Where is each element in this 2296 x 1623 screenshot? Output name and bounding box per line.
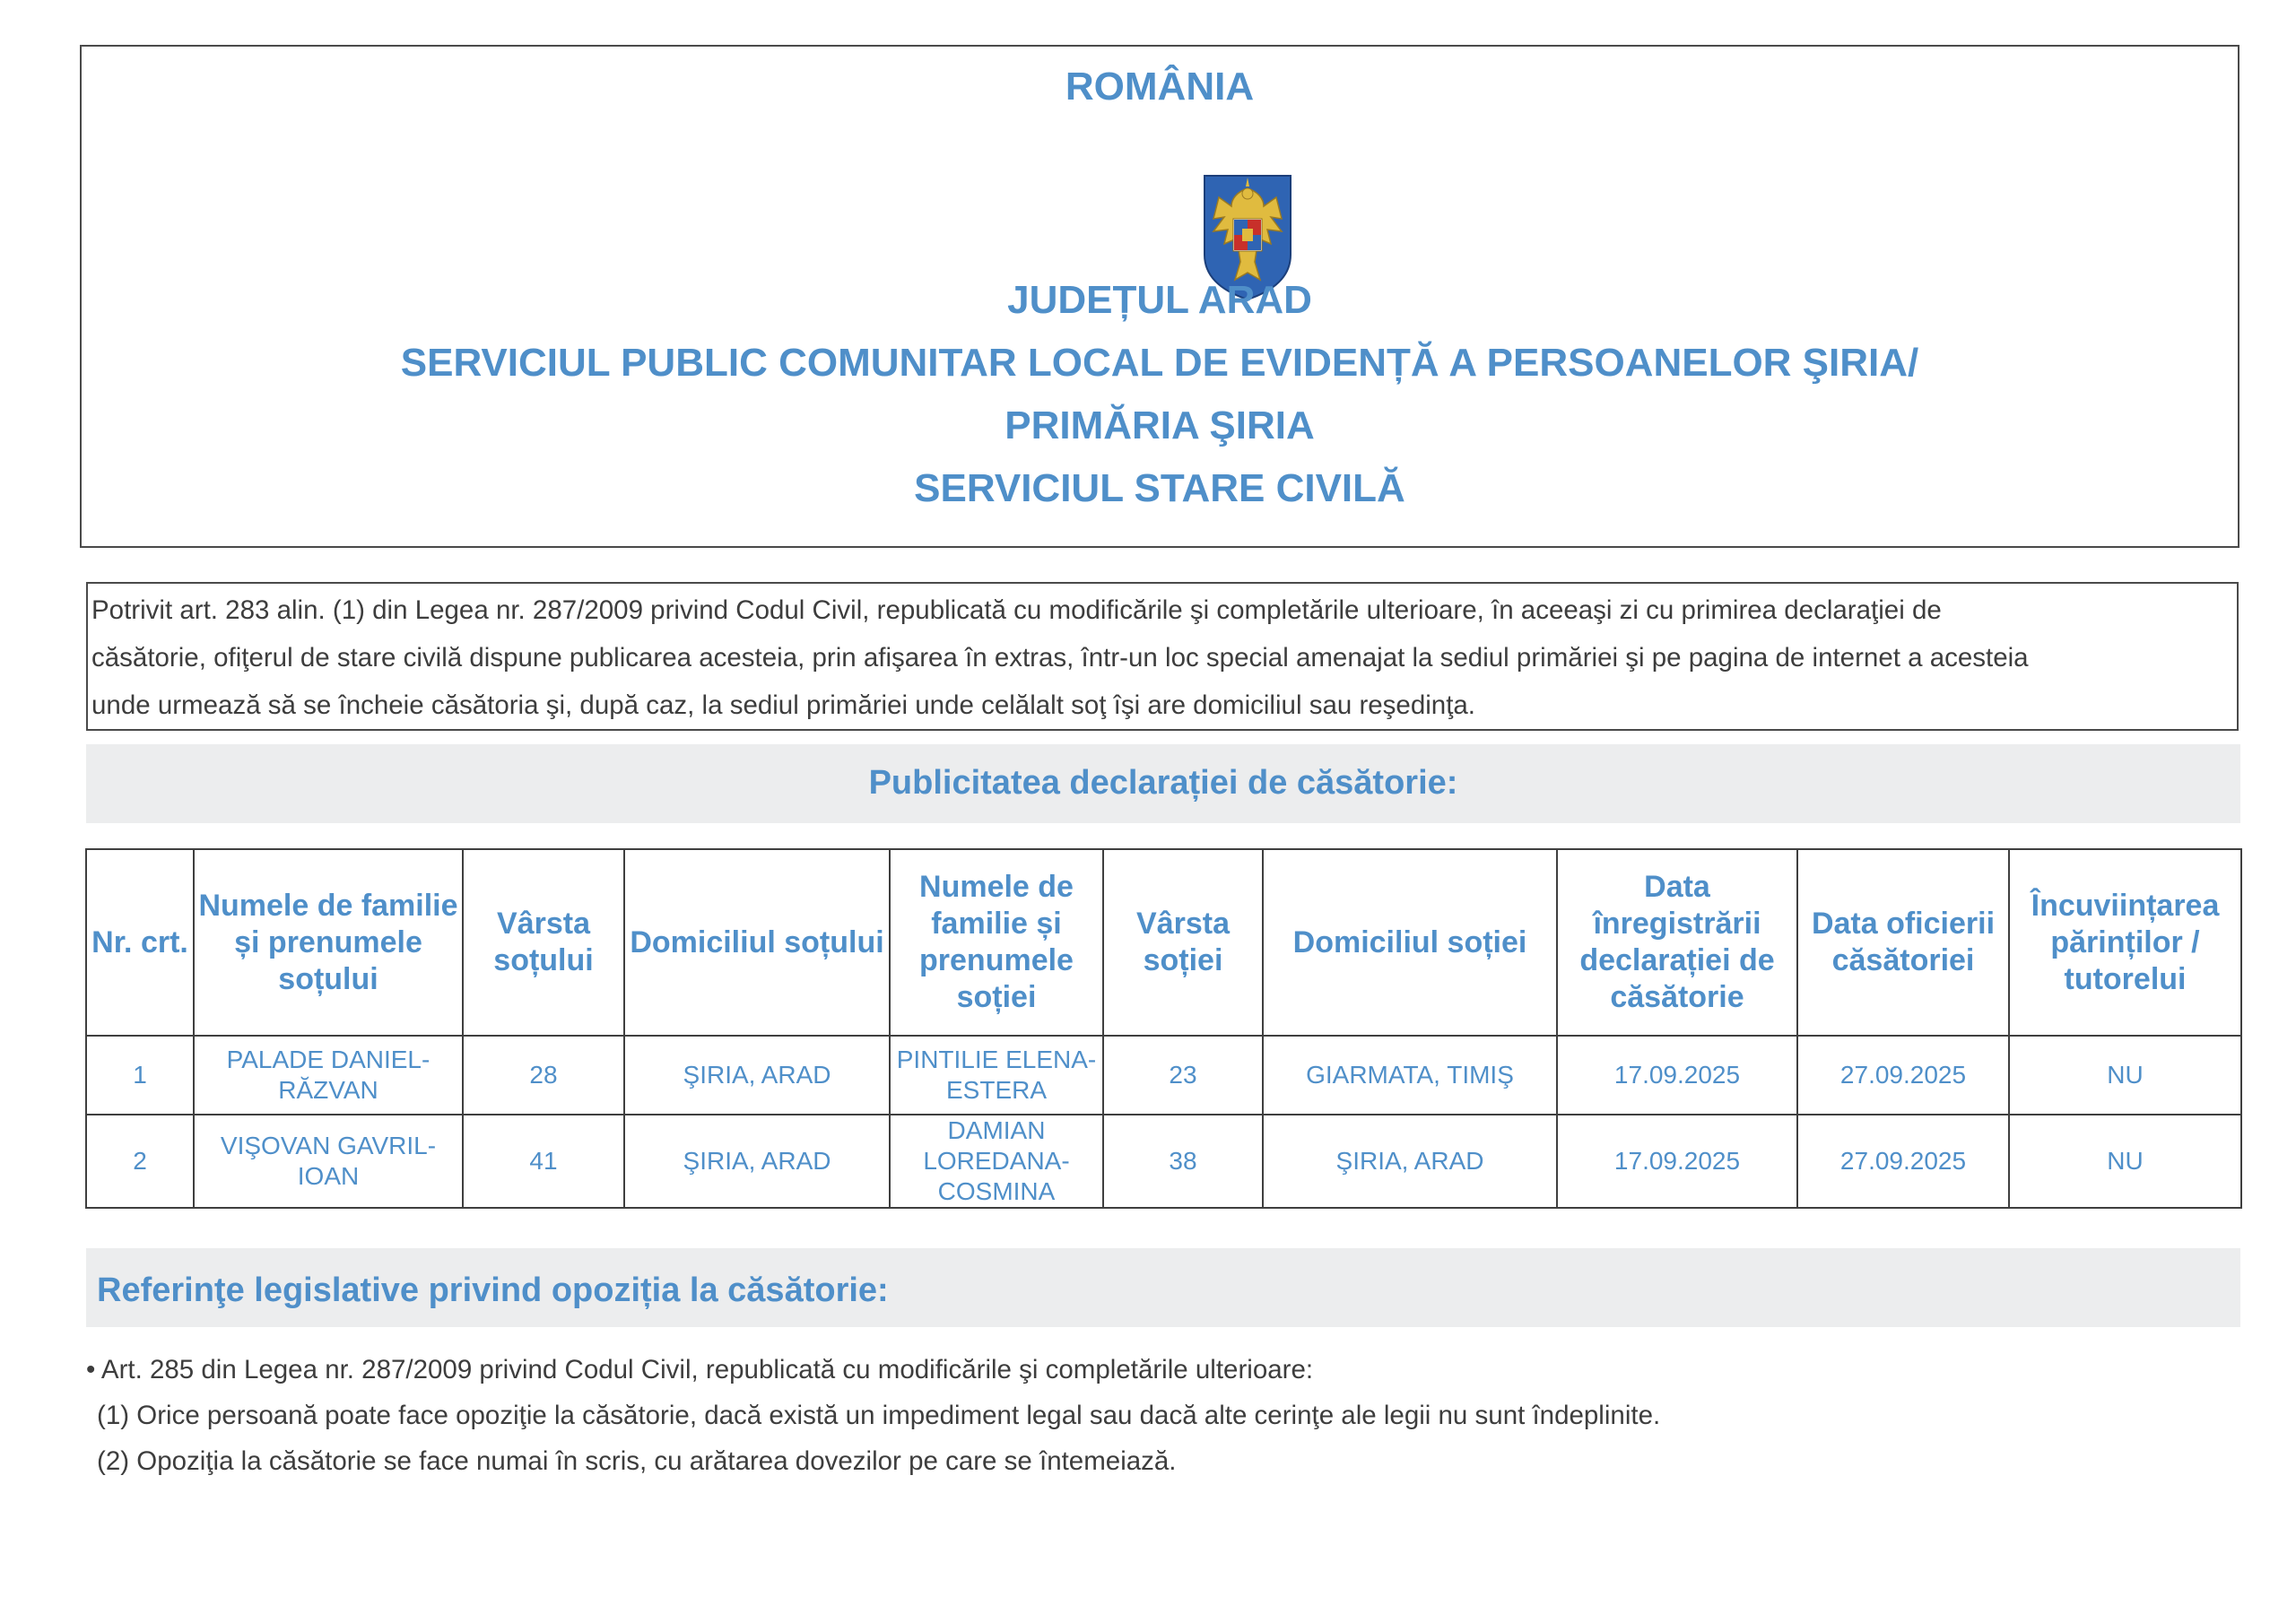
header-nr-crt: Nr. crt.	[86, 849, 194, 1036]
references-section-title: Referinţe legislative privind opoziția la căsătorie:	[86, 1248, 2240, 1327]
header-wife-age: Vârsta soției	[1103, 849, 1263, 1036]
header-wife-name: Numele de familie și prenumele soției	[890, 849, 1103, 1036]
cell-wife-name: PINTILIE ELENA-ESTERA	[890, 1036, 1103, 1115]
header-husband-age: Vârsta soțului	[463, 849, 624, 1036]
cell-registration-date: 17.09.2025	[1557, 1036, 1797, 1115]
reference-bullet: • Art. 285 din Legea nr. 287/2009 privind Codul Civil, republicată cu modificările şi completările ulterioare:	[86, 1355, 1314, 1384]
cell-wife-domicile: ŞIRIA, ARAD	[1263, 1115, 1557, 1208]
cell-husband-name: PALADE DANIEL-RĂZVAN	[194, 1036, 463, 1115]
header-box	[80, 45, 2239, 548]
legal-references	[86, 1347, 1660, 1484]
reference-item: (2) Opoziţia la căsătorie se face numai în scris, cu arătarea dovezilor pe care se întemeiază.	[97, 1446, 1177, 1476]
cell-husband-age: 41	[463, 1115, 624, 1208]
cell-husband-domicile: ŞIRIA, ARAD	[624, 1036, 890, 1115]
cell-nr: 2	[86, 1115, 194, 1208]
header-registration-date: Data înregistrării declarației de căsătorie	[1557, 849, 1797, 1036]
cell-nr: 1	[86, 1036, 194, 1115]
cell-wife-age: 23	[1103, 1036, 1263, 1115]
table-row	[86, 1115, 2241, 1208]
cell-wife-name: DAMIAN LOREDANA-COSMINA	[890, 1115, 1103, 1208]
cell-wife-domicile: GIARMATA, TIMIŞ	[1263, 1036, 1557, 1115]
cell-ceremony-date: 27.09.2025	[1797, 1115, 2009, 1208]
country-title: ROMÂNIA	[1065, 65, 1255, 108]
department-title: SERVICIUL STARE CIVILĂ	[914, 466, 1405, 510]
marriage-declarations-table	[85, 848, 2242, 1209]
cell-husband-name: VIŞOVAN GAVRIL-IOAN	[194, 1115, 463, 1208]
county-title: JUDEȚUL ARAD	[1007, 278, 1312, 322]
publicity-section-title: Publicitatea declarației de căsătorie:	[86, 744, 2240, 823]
cell-wife-age: 38	[1103, 1115, 1263, 1208]
header-husband-name: Numele de familie și prenumele soțului	[194, 849, 463, 1036]
cell-husband-age: 28	[463, 1036, 624, 1115]
header-wife-domicile: Domiciliul soției	[1263, 849, 1557, 1036]
cell-parental-consent: NU	[2009, 1115, 2241, 1208]
cell-parental-consent: NU	[2009, 1036, 2241, 1115]
cell-husband-domicile: ŞIRIA, ARAD	[624, 1115, 890, 1208]
service-title: SERVICIUL PUBLIC COMUNITAR LOCAL DE EVIDENȚĂ A PERSOANELOR ŞIRIA/	[400, 341, 1919, 385]
table-header-row	[86, 849, 2241, 1036]
table-row	[86, 1036, 2241, 1115]
reference-item: (1) Orice persoană poate face opoziţie la căsătorie, dacă există un impediment legal sau dacă alte cerinţe ale legii nu sunt îndeplinite.	[97, 1401, 1661, 1430]
city-hall-title: PRIMĂRIA ŞIRIA	[1004, 404, 1315, 447]
intro-legal-text	[86, 582, 2239, 731]
cell-registration-date: 17.09.2025	[1557, 1115, 1797, 1208]
cell-ceremony-date: 27.09.2025	[1797, 1036, 2009, 1115]
intro-line: căsătorie, ofiţerul de stare civilă dispune publicarea acesteia, prin afişarea în extras, într-un loc special amenajat la sediul primăriei şi pe pagina de internet a acesteia	[91, 643, 2029, 673]
header-ceremony-date: Data oficierii căsătoriei	[1797, 849, 2009, 1036]
header-husband-domicile: Domiciliul soțului	[624, 849, 890, 1036]
intro-line: unde urmează să se încheie căsătoria şi, după caz, la sediul primăriei unde celălalt soţ îşi are domiciliul sau reşedinţa.	[91, 690, 1476, 720]
header-parental-consent: Încuviințarea părinților / tutorelui	[2009, 849, 2241, 1036]
intro-line: Potrivit art. 283 alin. (1) din Legea nr. 287/2009 privind Codul Civil, republicată cu modificările şi completările ulterioare, în aceeaşi zi cu primirea declaraţiei de	[91, 595, 1942, 625]
